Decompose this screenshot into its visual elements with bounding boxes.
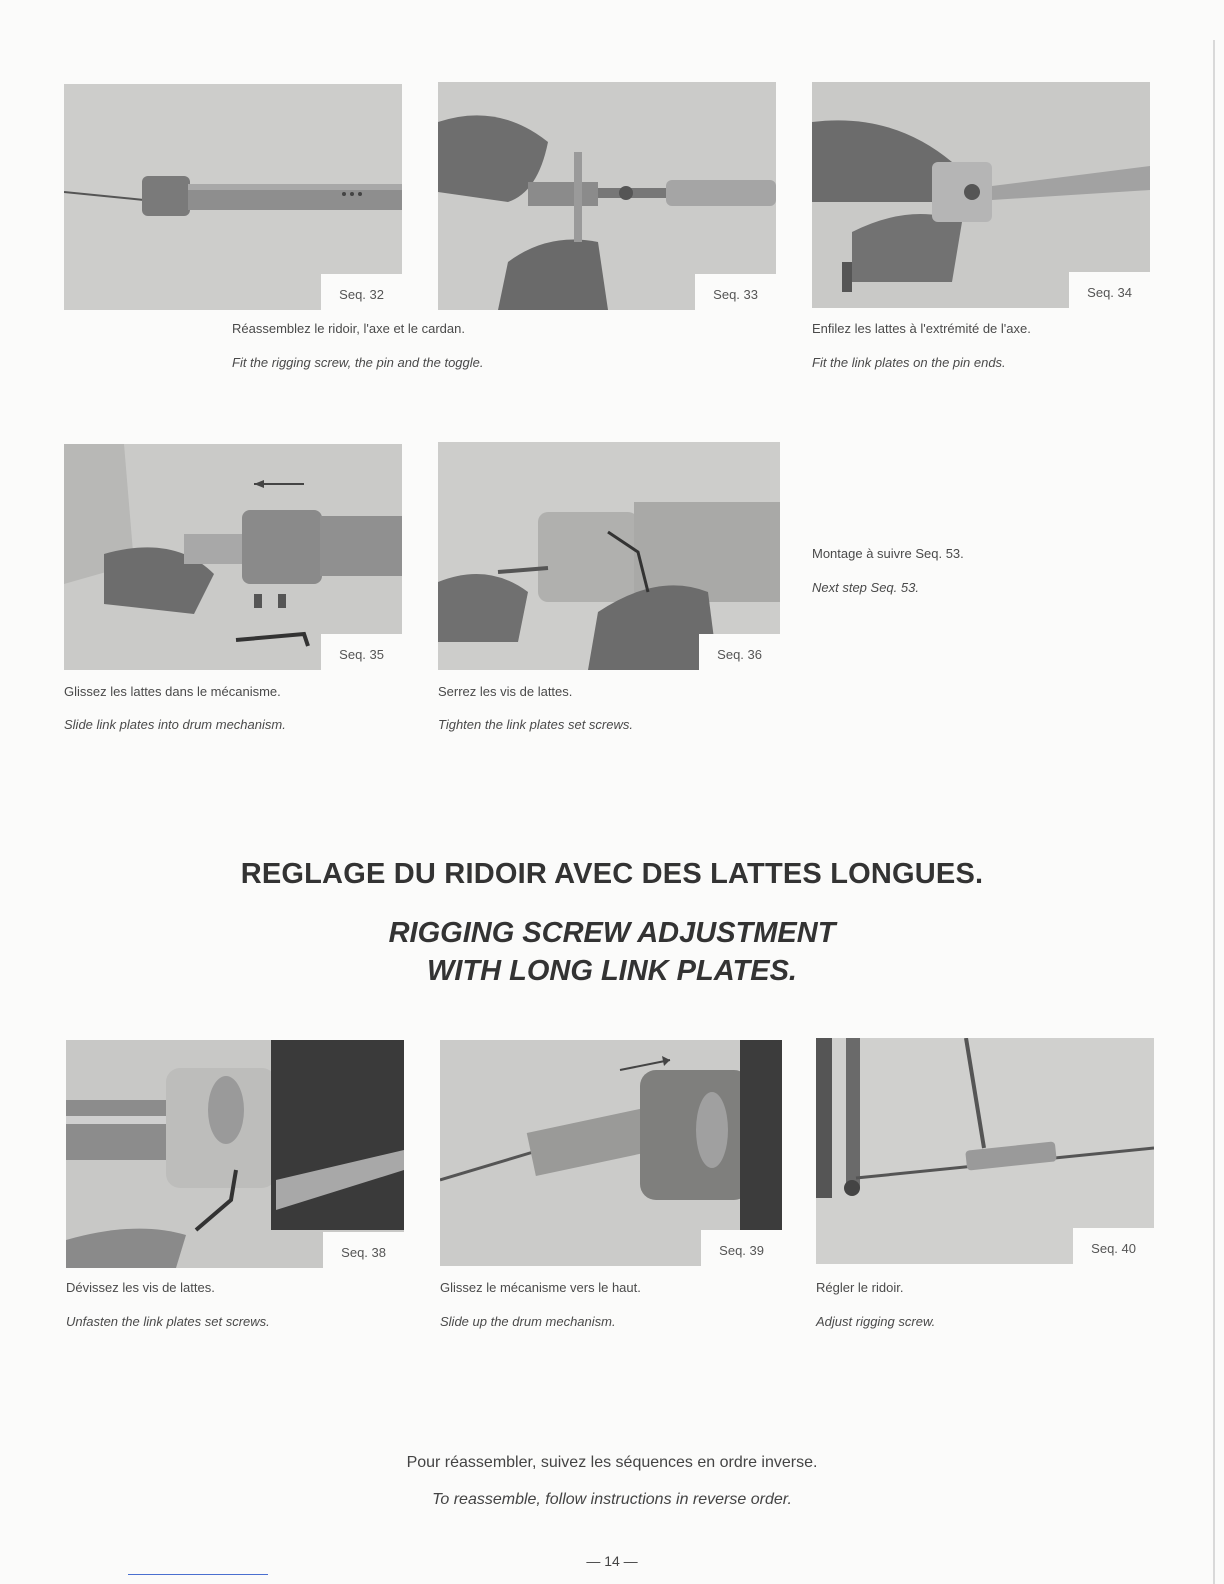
heading-en-line-1: RIGGING SCREW ADJUSTMENT bbox=[388, 917, 836, 949]
page-edge-line bbox=[1213, 40, 1215, 1584]
caption-seq-38-en: Unfasten the link plates set screws. bbox=[66, 1314, 270, 1329]
caption-seq-36-en: Tighten the link plates set screws. bbox=[438, 717, 633, 732]
seq-label: Seq. 39 bbox=[701, 1230, 782, 1266]
seq-label: Seq. 34 bbox=[1069, 272, 1150, 308]
caption-seq-40-en: Adjust rigging screw. bbox=[816, 1314, 936, 1329]
heading-en-line-2: WITH LONG LINK PLATES. bbox=[427, 955, 797, 987]
caption-seq-32-33-fr: Réassemblez le ridoir, l'axe et le cardan. bbox=[232, 321, 465, 336]
photo-seq-39 bbox=[440, 1040, 782, 1266]
caption-seq-38-fr: Dévissez les vis de lattes. bbox=[66, 1280, 215, 1295]
photo-seq-40 bbox=[816, 1038, 1154, 1264]
caption-seq-34-en: Fit the link plates on the pin ends. bbox=[812, 355, 1006, 370]
seq-label: Seq. 33 bbox=[695, 274, 776, 310]
footer-instruction-en: To reassemble, follow instructions in reverse order. bbox=[432, 1491, 792, 1508]
caption-next-step-fr: Montage à suivre Seq. 53. bbox=[812, 546, 964, 561]
caption-seq-36-fr: Serrez les vis de lattes. bbox=[438, 684, 573, 699]
caption-seq-39-fr: Glissez le mécanisme vers le haut. bbox=[440, 1280, 641, 1295]
photo-seq-34 bbox=[812, 82, 1150, 308]
photo-seq-33 bbox=[438, 82, 776, 310]
caption-seq-35-en: Slide link plates into drum mechanism. bbox=[64, 717, 286, 732]
seq-label: Seq. 38 bbox=[323, 1232, 404, 1268]
seq-label: Seq. 40 bbox=[1073, 1228, 1154, 1264]
page-number: — 14 — bbox=[586, 1553, 638, 1569]
footnote-rule bbox=[128, 1574, 268, 1575]
caption-seq-40-fr: Régler le ridoir. bbox=[816, 1280, 904, 1295]
photo-seq-38 bbox=[66, 1040, 404, 1268]
seq-label: Seq. 32 bbox=[321, 274, 402, 310]
footer-instruction-fr: Pour réassembler, suivez les séquences en ordre inverse. bbox=[406, 1454, 818, 1471]
photo-seq-32 bbox=[64, 84, 402, 310]
photo-seq-35 bbox=[64, 444, 402, 670]
caption-seq-39-en: Slide up the drum mechanism. bbox=[440, 1314, 616, 1329]
caption-seq-32-33-en: Fit the rigging screw, the pin and the toggle. bbox=[232, 355, 484, 370]
caption-seq-35-fr: Glissez les lattes dans le mécanisme. bbox=[64, 684, 281, 699]
seq-label: Seq. 35 bbox=[321, 634, 402, 670]
caption-seq-34-fr: Enfilez les lattes à l'extrémité de l'axe. bbox=[812, 321, 1031, 336]
heading-fr: REGLAGE DU RIDOIR AVEC DES LATTES LONGUES. bbox=[240, 858, 984, 890]
photo-seq-36 bbox=[438, 442, 780, 670]
seq-label: Seq. 36 bbox=[699, 634, 780, 670]
caption-next-step-en: Next step Seq. 53. bbox=[812, 580, 919, 595]
